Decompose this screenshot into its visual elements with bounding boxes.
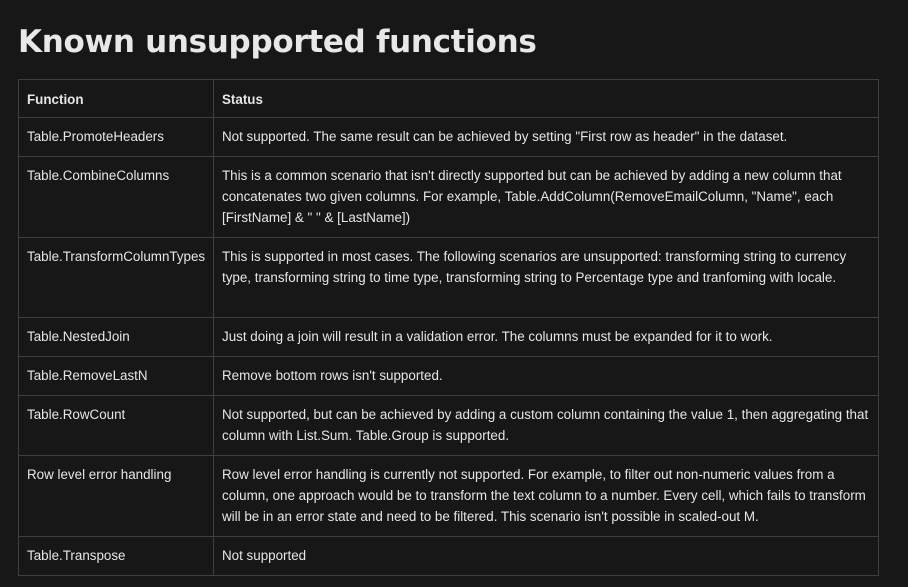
status-cell: This is supported in most cases. The following scenarios are unsupported: transforming string to currency type, transforming string to time type, transforming string to Percentage type and tranfoming with locale. [214, 238, 879, 318]
column-header-status: Status [214, 80, 879, 118]
table-row [19, 357, 879, 396]
table-row [19, 396, 879, 456]
table-row [19, 456, 879, 537]
status-cell: Not supported [214, 537, 879, 576]
function-cell: Table.NestedJoin [19, 318, 214, 357]
status-cell: Just doing a join will result in a validation error. The columns must be expanded for it to work. [214, 318, 879, 357]
status-cell: Remove bottom rows isn't supported. [214, 357, 879, 396]
table-row [19, 238, 879, 318]
table-header-row [19, 80, 879, 118]
column-header-function: Function [19, 80, 214, 118]
function-cell: Table.Transpose [19, 537, 214, 576]
unsupported-functions-table [18, 79, 879, 576]
function-cell: Table.RemoveLastN [19, 357, 214, 396]
status-cell: Not supported. The same result can be achieved by setting "First row as header" in the dataset. [214, 118, 879, 157]
table-row [19, 118, 879, 157]
page-title: Known unsupported functions [18, 24, 537, 60]
table-row [19, 157, 879, 238]
status-cell: Not supported, but can be achieved by adding a custom column containing the value 1, then aggregating that column with List.Sum. Table.Group is supported. [214, 396, 879, 456]
table-row [19, 537, 879, 576]
function-cell: Table.TransformColumnTypes [19, 238, 214, 318]
status-cell: Row level error handling is currently not supported. For example, to filter out non-numeric values from a column, one approach would be to transform the text column to a number. Every cell, which fails to transform will be in an error state and need to be filtered. This scenario isn't possible in scaled-out M. [214, 456, 879, 537]
function-cell: Table.CombineColumns [19, 157, 214, 238]
function-cell: Table.RowCount [19, 396, 214, 456]
table-row [19, 318, 879, 357]
status-cell: This is a common scenario that isn't directly supported but can be achieved by adding a new column that concatenates two given columns. For example, Table.AddColumn(RemoveEmailColumn, "Name", each [FirstName] & " " & [LastName]) [214, 157, 879, 238]
function-cell: Table.PromoteHeaders [19, 118, 214, 157]
function-cell: Row level error handling [19, 456, 214, 537]
